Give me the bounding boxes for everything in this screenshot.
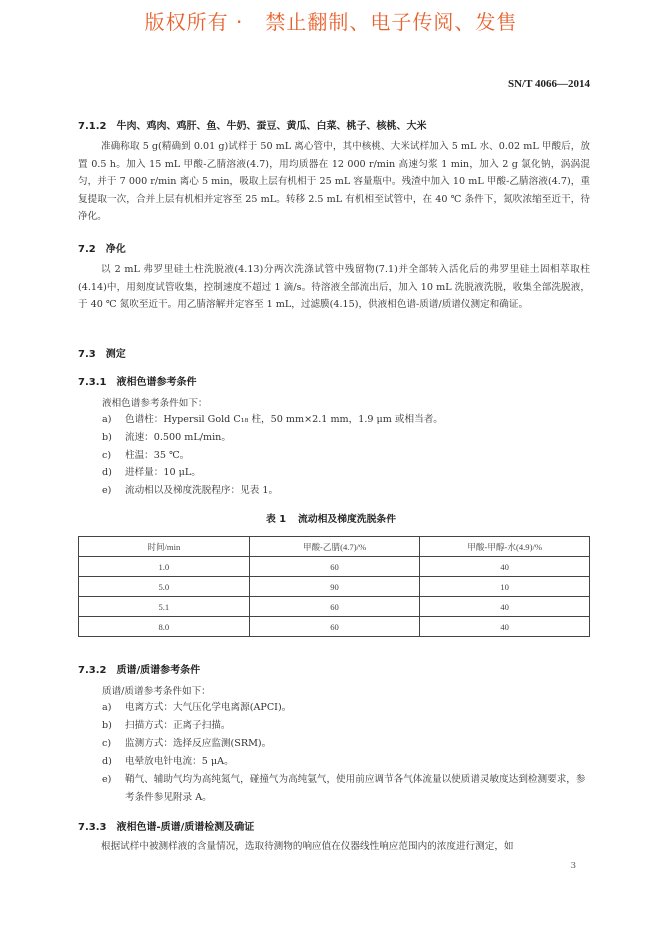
table-cell: 90 (249, 577, 420, 597)
table-cell: 40 (420, 557, 590, 577)
paragraph-7-1-2: 准确称取 5 g(精确到 0.01 g)试样于 50 mL 离心管中，其中核桃、大米试样加入 5 mL 水、0.02 mL 甲酸后，放置 0.5 h。加入 15 mL 甲酸-乙腈溶液(4.7)，用均质器在 12 000 r/min 高速匀浆 1 min，加入 2 g 氯化钠，涡涡混匀，并于 7 000 r/min 离心 5 min，吸取上层有机相于 25 mL 容量瓶中。残渣中加入 10 mL 甲酸-乙腈溶液(4.7)，重复提取一次，合并上层有机相并定容至 25 mL。转移 2.5 mL 有机相至试管中，在 40 ℃ 条件下，氮吹浓缩至近干，待净化。 (78, 141, 590, 222)
list-item: d) 电晕放电针电流：5 μA。 (102, 756, 234, 767)
list-item: c) 柱温：35 ℃。 (102, 450, 190, 461)
copyright-banner: 版权所有 · 禁止翻制、电子传阅、发售 (144, 10, 518, 34)
list-item: e) 鞘气、辅助气均为高纯氮气，碰撞气为高纯氩气，使用前应调节各气体流量以使质谱灵敏度达到检测要求，参考条件参见附录 A。 (102, 774, 586, 803)
gradient-table (78, 536, 590, 637)
table-row (79, 577, 590, 597)
section-number: 7.3 (78, 349, 96, 360)
section-title: 牛肉、鸡肉、鸡肝、鱼、牛奶、蚕豆、黄瓜、白菜、桃子、核桃、大米 (116, 121, 427, 132)
heading-7-3-3 (78, 818, 254, 833)
table-cell: 60 (249, 557, 420, 577)
table-row (79, 557, 590, 577)
paragraph-7-2: 以 2 mL 弗罗里硅土柱洗脱液(4.13)分两次洗涤试管中残留物(7.1)并全部转入活化后的弗罗里硅土固相萃取柱(4.14)中，用刻度试管收集，控制速度不超过 1 滴/s。待溶液全部流出后，加入 10 mL 洗脱液洗脱，收集全部洗脱液，于 40 ℃ 氮吹至近干。用乙腈溶解并定容至 1 mL，过滤膜(4.15)，供液相色谱-质谱/质谱仪测定和确证。 (78, 264, 590, 310)
table-cell: 5.0 (79, 577, 250, 597)
document-number: SN/T 4066—2014 (507, 78, 590, 90)
table-cell: 5.1 (79, 597, 250, 617)
heading-7-1-2 (78, 117, 426, 132)
list-item: a) 电离方式：大气压化学电离源(APCI)。 (102, 702, 292, 713)
table-cell: 60 (249, 597, 420, 617)
section-number: 7.1.2 (78, 121, 107, 132)
section-number: 7.2 (78, 244, 96, 255)
section-number: 7.3.3 (78, 822, 107, 833)
table-caption (0, 511, 662, 525)
section-title: 净化 (105, 244, 126, 255)
column-header: 甲酸-乙腈(4.7)/% (249, 537, 420, 557)
section-number: 7.3.2 (78, 665, 107, 676)
heading-7-3-1 (78, 373, 196, 388)
table-header-row (79, 537, 590, 557)
table-cell: 10 (420, 577, 590, 597)
paragraph-7-3-3: 根据试样中被测样液的含量情况，选取待测物的响应值在仪器线性响应范围内的浓度进行测定，如 (101, 841, 514, 852)
list-item: b) 流速：0.500 mL/min。 (102, 432, 231, 443)
table-row (79, 617, 590, 637)
heading-7-3-2 (78, 661, 200, 676)
list-item: d) 进样量：10 μL。 (102, 467, 201, 478)
section-number: 7.3.1 (78, 377, 107, 388)
heading-7-3 (78, 345, 126, 360)
table-label: 表 1 (266, 514, 287, 525)
page-number: 3 (570, 861, 576, 871)
list-item: e) 流动相以及梯度洗脱程序：见表 1。 (102, 485, 279, 496)
list-item: b) 扫描方式：正离子扫描。 (102, 720, 231, 731)
lc-intro: 液相色谱参考条件如下： (102, 398, 208, 409)
table-cell: 8.0 (79, 617, 250, 637)
section-title: 质谱/质谱参考条件 (116, 665, 201, 676)
list-item: c) 监测方式：选择反应监测(SRM)。 (102, 738, 272, 749)
section-title: 液相色谱参考条件 (116, 377, 197, 388)
section-title: 液相色谱-质谱/质谱检测及确证 (116, 822, 255, 833)
column-header: 甲酸-甲醇-水(4.9)/% (420, 537, 590, 557)
table-cell: 1.0 (79, 557, 250, 577)
list-item: a) 色谱柱：Hypersil Gold C₁₈ 柱，50 mm×2.1 mm，1.9 μm 或相当者。 (102, 414, 443, 425)
table-title: 流动相及梯度洗脱条件 (298, 514, 396, 525)
table-cell: 40 (420, 597, 590, 617)
table-cell: 40 (420, 617, 590, 637)
heading-7-2 (78, 240, 126, 255)
section-title: 测定 (105, 349, 126, 360)
table-row (79, 597, 590, 617)
column-header: 时间/min (79, 537, 250, 557)
ms-intro: 质谱/质谱参考条件如下： (102, 686, 211, 697)
table-cell: 60 (249, 617, 420, 637)
